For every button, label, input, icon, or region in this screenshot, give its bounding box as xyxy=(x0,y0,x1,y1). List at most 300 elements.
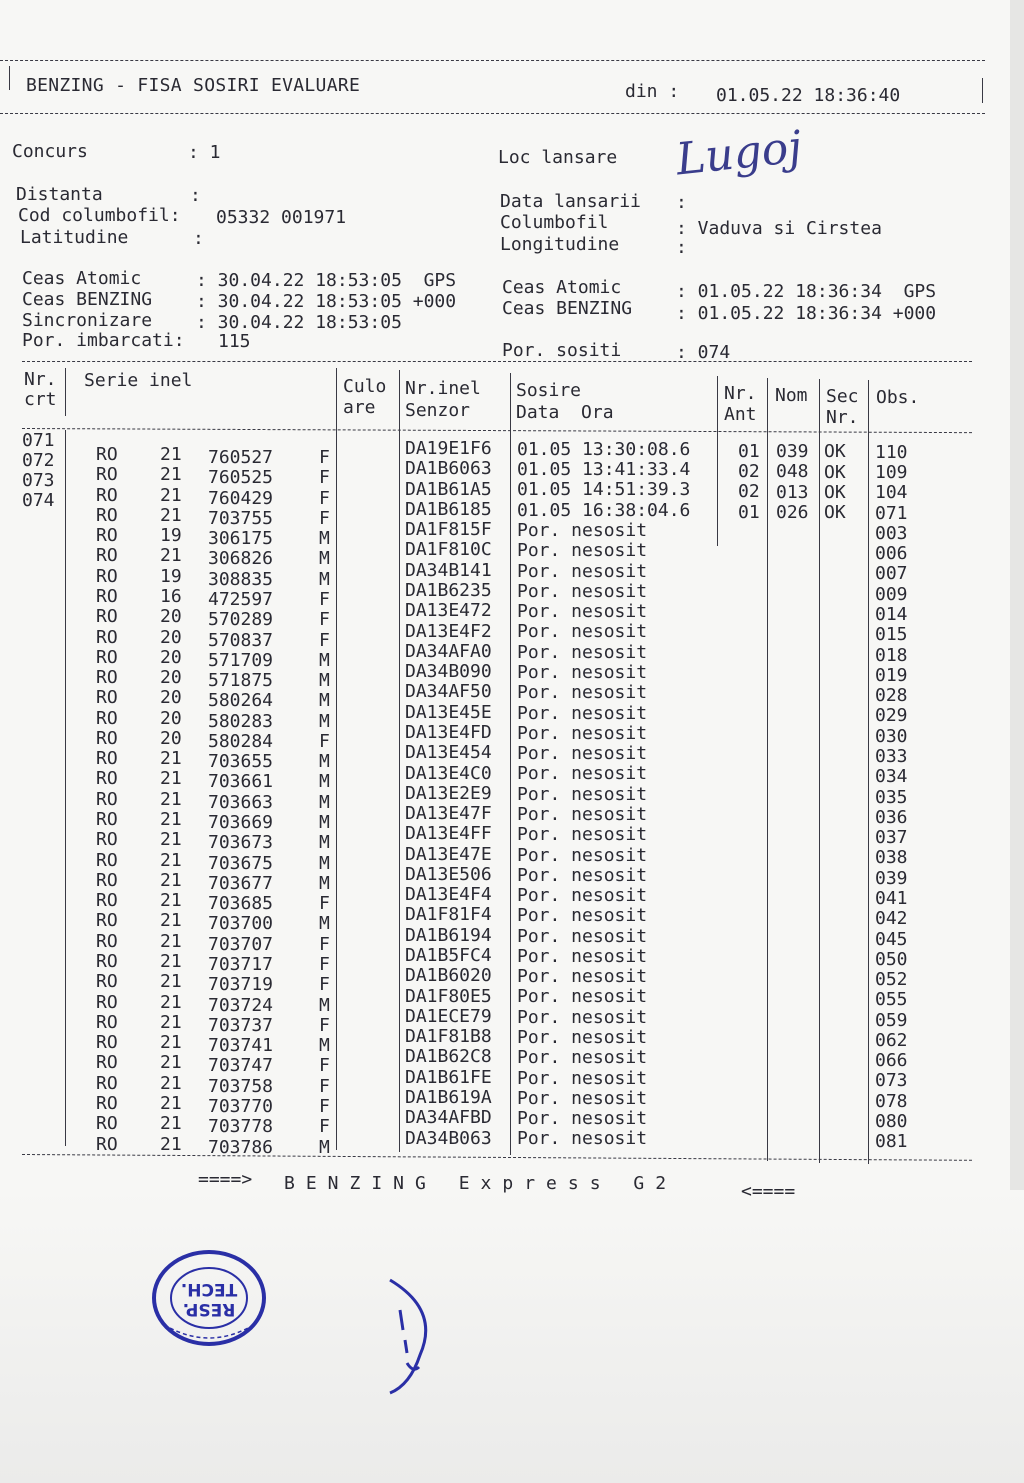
cell-nom: 039 xyxy=(776,441,809,463)
header-bottom-border xyxy=(0,113,985,114)
cell-sex: M xyxy=(319,994,330,1016)
cell-sex: F xyxy=(319,1116,330,1138)
cell-an: 16 xyxy=(160,585,182,607)
cell-tara: RO xyxy=(96,809,118,831)
cell-senzor: DA13E472 xyxy=(405,600,492,622)
cell-an: 21 xyxy=(160,971,182,993)
cell-obs: 039 xyxy=(875,867,908,889)
cell-senzor: DA13E45E xyxy=(405,701,492,723)
header-sosire: Sosire xyxy=(516,380,582,401)
cell-senzor: DA1B61A5 xyxy=(405,478,492,500)
cell-ring-number: 760525 xyxy=(208,467,274,489)
cell-sosire: Por. nesosit xyxy=(517,722,648,744)
cell-ring-number: 703755 xyxy=(208,507,274,529)
cell-an: 21 xyxy=(160,545,182,567)
table-row xyxy=(0,580,1024,610)
cell-sosire: 01.05 13:30:08.6 xyxy=(517,438,691,460)
cell-senzor: DA34B141 xyxy=(405,559,492,581)
cell-tara: RO xyxy=(96,1133,118,1155)
cell-obs: 036 xyxy=(875,806,908,828)
cell-ring-number: 703669 xyxy=(208,812,274,834)
cell-ring-number: 703663 xyxy=(208,791,274,813)
header-culoare-2: are xyxy=(343,397,376,418)
header-sec-2: Nr. xyxy=(826,407,859,428)
cell-an: 21 xyxy=(160,930,182,952)
cell-ring-number: 580284 xyxy=(208,730,274,752)
cell-sosire: Por. nesosit xyxy=(517,864,648,886)
table-top-border xyxy=(22,361,972,362)
cell-an: 20 xyxy=(160,707,182,729)
cell-tara: RO xyxy=(96,1011,118,1033)
cell-ring-number: 703707 xyxy=(208,933,274,955)
cell-sex: F xyxy=(319,447,330,468)
cell-obs: 038 xyxy=(875,847,908,869)
cell-sosire: Por. nesosit xyxy=(517,1128,648,1150)
ceas-benzing-end-label: Ceas BENZING xyxy=(502,298,633,319)
cell-sec: OK xyxy=(824,441,846,463)
cell-tara: RO xyxy=(96,788,118,810)
table-row xyxy=(0,1087,1024,1117)
cell-sex: M xyxy=(319,812,330,834)
cell-senzor: DA1B61FE xyxy=(405,1066,492,1088)
header-data-ora: Data Ora xyxy=(516,402,614,423)
cell-ring-number: 703770 xyxy=(208,1095,274,1117)
cell-senzor: DA13E47F xyxy=(405,803,492,825)
cell-sex: M xyxy=(319,670,330,692)
cell-sosire: Por. nesosit xyxy=(517,1027,648,1049)
columbofil-label: Columbofil xyxy=(500,212,609,233)
cell-an: 21 xyxy=(160,991,182,1013)
header-left-border xyxy=(9,66,10,90)
din-label: din : xyxy=(625,81,680,102)
cell-sex: F xyxy=(319,730,330,752)
cell-sosire: Por. nesosit xyxy=(517,682,648,704)
cell-sex: F xyxy=(319,507,330,529)
header-top-border xyxy=(0,60,985,61)
cell-sosire: Por. nesosit xyxy=(517,1047,648,1069)
cell-ring-number: 703741 xyxy=(208,1035,274,1057)
cell-tara: RO xyxy=(96,545,118,567)
cell-an: 20 xyxy=(160,727,182,749)
cell-tara: RO xyxy=(96,1032,118,1054)
cell-obs: 019 xyxy=(875,664,908,686)
cell-obs: 034 xyxy=(875,766,908,788)
header-nr-crt-2: crt xyxy=(24,389,57,410)
cell-obs: 014 xyxy=(875,604,908,626)
ceas-benzing-start-value: : 30.04.22 18:53:05 +000 xyxy=(196,291,457,312)
cell-sex: F xyxy=(319,1075,330,1097)
cell-sex: F xyxy=(319,487,330,509)
cell-sex: M xyxy=(319,791,330,813)
cell-sosire: Por. nesosit xyxy=(517,743,648,765)
cell-obs: 045 xyxy=(875,928,908,950)
cell-an: 21 xyxy=(160,869,182,891)
cell-nr-ant: 02 xyxy=(738,481,760,503)
cell-ring-number: 703737 xyxy=(208,1014,274,1036)
cell-sosire: Por. nesosit xyxy=(517,1087,648,1109)
cell-ring-number: 571709 xyxy=(208,649,274,671)
cell-obs: 018 xyxy=(875,644,908,666)
cell-obs: 104 xyxy=(875,482,908,504)
cell-sosire: Por. nesosit xyxy=(517,641,648,663)
cell-sex: M xyxy=(319,832,330,854)
latitudine-label: Latitudine xyxy=(20,227,129,248)
cell-tara: RO xyxy=(96,464,118,486)
cell-sosire: Por. nesosit xyxy=(517,945,648,967)
cell-ring-number: 703673 xyxy=(208,832,274,854)
cell-ring-number: 308835 xyxy=(208,568,274,590)
header-nom: Nom xyxy=(775,385,808,406)
cell-ring-number: 760429 xyxy=(208,487,274,509)
cell-sec: OK xyxy=(824,461,846,483)
cell-sosire: Por. nesosit xyxy=(517,1067,648,1089)
cell-sex: F xyxy=(319,974,330,996)
header-nr-ant: Nr. xyxy=(724,383,757,404)
cell-ring-number: 703675 xyxy=(208,852,274,874)
cell-senzor: DA1B62C8 xyxy=(405,1046,492,1068)
cell-sosire: Por. nesosit xyxy=(517,783,648,805)
cell-sex: M xyxy=(319,528,330,550)
cell-sosire: Por. nesosit xyxy=(517,662,648,684)
loc-lansare-handwritten: Lugoj xyxy=(673,121,805,186)
cell-sosire: Por. nesosit xyxy=(517,601,648,623)
cell-obs: 033 xyxy=(875,746,908,767)
cell-tara: RO xyxy=(96,748,118,770)
cell-sex: M xyxy=(319,710,330,732)
cell-sex: M xyxy=(319,568,330,590)
cell-senzor: DA1B5FC4 xyxy=(405,945,492,967)
cell-tara: RO xyxy=(96,606,118,628)
cell-sex: M xyxy=(319,872,330,894)
cell-senzor: DA13E4FD xyxy=(405,721,492,743)
footer-right-arrow: <==== xyxy=(741,1181,796,1202)
cell-tara: RO xyxy=(96,484,118,506)
cell-tara: RO xyxy=(96,504,118,526)
cell-tara: RO xyxy=(96,971,118,993)
cell-senzor: DA34AFA0 xyxy=(405,640,492,662)
cell-obs: 035 xyxy=(875,786,908,808)
cell-ring-number: 703747 xyxy=(208,1055,274,1077)
cell-tara: RO xyxy=(96,768,118,790)
print-datetime: 01.05.22 18:36:40 xyxy=(716,85,901,106)
latitudine-value: : xyxy=(193,228,204,249)
cell-sec: OK xyxy=(824,502,846,524)
data-lansarii-label: Data lansarii xyxy=(500,191,641,212)
cod-columbofil-value: 05332 001971 xyxy=(216,207,347,228)
cell-sosire: 01.05 13:41:33.4 xyxy=(517,459,691,481)
cell-an: 21 xyxy=(160,1133,182,1155)
ceas-benzing-end-value: : 01.05.22 18:36:34 +000 xyxy=(676,303,937,324)
cell-senzor: DA1F81B8 xyxy=(405,1026,492,1048)
cell-obs: 078 xyxy=(875,1090,908,1112)
cell-sex: M xyxy=(319,548,330,570)
nr-crt-cell: 074 xyxy=(22,490,55,511)
cell-senzor: DA1ECE79 xyxy=(405,1005,492,1027)
cell-tara: RO xyxy=(96,727,118,749)
cell-an: 21 xyxy=(160,809,182,831)
cell-an: 21 xyxy=(160,768,182,790)
cell-an: 21 xyxy=(160,1032,182,1054)
cell-obs: 073 xyxy=(875,1070,908,1092)
cell-sex: M xyxy=(319,771,330,793)
cell-ring-number: 306826 xyxy=(208,548,274,570)
cell-senzor: DA13E4FF xyxy=(405,823,492,845)
cell-an: 20 xyxy=(160,626,182,648)
cell-an: 21 xyxy=(160,484,182,506)
cell-obs: 055 xyxy=(875,989,908,1011)
cell-ring-number: 703655 xyxy=(208,751,274,773)
cell-senzor: DA34AFBD xyxy=(405,1107,492,1129)
cell-an: 20 xyxy=(160,606,182,628)
cell-ring-number: 703778 xyxy=(208,1116,274,1138)
cell-nom: 048 xyxy=(776,461,809,483)
cell-nom: 013 xyxy=(776,481,809,503)
data-lansarii-value: : xyxy=(676,192,687,213)
cell-sex: M xyxy=(319,852,330,874)
loc-lansare-label: Loc lansare xyxy=(498,147,618,168)
cell-sosire: Por. nesosit xyxy=(517,966,648,988)
cell-an: 21 xyxy=(160,1011,182,1033)
cell-nom: 026 xyxy=(776,501,809,523)
ceas-atomic-end-value: : 01.05.22 18:36:34 GPS xyxy=(676,281,937,302)
cell-sosire: Por. nesosit xyxy=(517,844,648,866)
ceas-atomic-end-label: Ceas Atomic xyxy=(502,277,622,298)
cell-an: 21 xyxy=(160,849,182,871)
header-nr-crt: Nr. xyxy=(24,369,57,390)
cell-nr-ant: 02 xyxy=(738,460,760,482)
cell-ring-number: 306175 xyxy=(208,528,274,550)
header-right-border xyxy=(982,78,983,103)
cell-sosire: Por. nesosit xyxy=(517,621,648,643)
nr-crt-cell: 073 xyxy=(22,470,55,491)
cell-ring-number: 580264 xyxy=(208,690,274,712)
cell-obs: 028 xyxy=(875,685,908,707)
cell-nr-ant: 01 xyxy=(738,440,760,462)
cell-ring-number: 580283 xyxy=(208,710,274,732)
cell-obs: 081 xyxy=(875,1131,908,1153)
stamp-line-1: RESP. xyxy=(182,1299,236,1319)
cell-sosire: Por. nesosit xyxy=(517,580,648,602)
header-nr-ant-2: Ant xyxy=(724,404,757,425)
cell-senzor: DA13E506 xyxy=(405,863,492,885)
cell-sosire: Por. nesosit xyxy=(517,986,648,1008)
cell-obs: 037 xyxy=(875,827,908,849)
cell-obs: 059 xyxy=(875,1009,908,1031)
cell-tara: RO xyxy=(96,910,118,932)
cell-senzor: DA13E47E xyxy=(405,843,492,865)
cell-senzor: DA1B6194 xyxy=(405,924,492,946)
cell-sex: F xyxy=(319,954,330,975)
cell-senzor: DA1B6063 xyxy=(405,458,492,480)
cell-senzor: DA13E4C0 xyxy=(405,762,492,784)
cell-an: 21 xyxy=(160,890,182,912)
cell-obs: 052 xyxy=(875,969,908,991)
cell-an: 21 xyxy=(160,1092,182,1114)
cell-an: 21 xyxy=(160,829,182,851)
cell-an: 21 xyxy=(160,910,182,932)
cell-obs: 050 xyxy=(875,948,908,970)
cell-tara: RO xyxy=(96,525,118,547)
cell-tara: RO xyxy=(96,585,118,607)
cell-ring-number: 703724 xyxy=(208,994,274,1016)
cell-sex: M xyxy=(319,690,330,712)
cell-senzor: DA13E4F2 xyxy=(405,620,492,642)
cell-sex: M xyxy=(319,751,330,773)
cell-tara: RO xyxy=(96,687,118,709)
cell-tara: RO xyxy=(96,869,118,891)
cell-an: 21 xyxy=(160,504,182,526)
cell-obs: 109 xyxy=(875,462,908,484)
cell-ring-number: 703661 xyxy=(208,771,274,793)
cell-obs: 007 xyxy=(875,563,908,585)
cell-senzor: DA1B6185 xyxy=(405,498,492,520)
cell-an: 21 xyxy=(160,1052,182,1074)
cell-sex: F xyxy=(319,609,330,631)
cell-obs: 009 xyxy=(875,583,908,605)
cell-ring-number: 703717 xyxy=(208,954,274,975)
cell-sex: M xyxy=(319,913,330,935)
columbofil-value: : Vaduva si Cirstea xyxy=(676,218,882,239)
cell-senzor: DA1B6020 xyxy=(405,965,492,987)
por-sositi-value: : 074 xyxy=(676,342,731,363)
cell-nr-ant: 01 xyxy=(738,501,760,523)
cell-an: 21 xyxy=(160,464,182,486)
cell-an: 20 xyxy=(160,667,182,689)
cell-obs: 071 xyxy=(875,502,908,524)
cell-tara: RO xyxy=(96,1092,118,1114)
cell-senzor: DA1F815F xyxy=(405,519,492,541)
cell-tara: RO xyxy=(96,646,118,668)
cell-senzor: DA1F810C xyxy=(405,539,492,561)
cell-tara: RO xyxy=(96,930,118,952)
col-line-1-head xyxy=(65,368,66,416)
table-row xyxy=(0,945,1024,975)
cell-sosire: Por. nesosit xyxy=(517,540,648,562)
cell-senzor: DA13E2E9 xyxy=(405,782,492,804)
ceas-atomic-start-value: : 30.04.22 18:53:05 GPS xyxy=(196,270,457,291)
cell-obs: 042 xyxy=(875,908,908,930)
cell-sex: M xyxy=(319,1136,330,1158)
cell-an: 19 xyxy=(160,525,182,547)
ceas-atomic-start-label: Ceas Atomic xyxy=(22,268,142,289)
cell-senzor: DA34B063 xyxy=(405,1127,492,1149)
por-imbarcati-label: Por. imbarcati: xyxy=(22,330,185,351)
stamp-line-2: TECH. xyxy=(180,1279,238,1299)
cell-senzor: DA19E1F6 xyxy=(405,438,492,460)
cell-senzor: DA34B090 xyxy=(405,661,492,683)
cell-sosire: Por. nesosit xyxy=(517,885,648,907)
cell-tara: RO xyxy=(96,667,118,689)
cell-sosire: Por. nesosit xyxy=(517,763,648,785)
cell-senzor: DA34AF50 xyxy=(405,681,492,703)
cell-senzor: DA1F80E5 xyxy=(405,985,492,1007)
cell-tara: RO xyxy=(96,951,118,972)
cell-an: 21 xyxy=(160,1113,182,1135)
cell-tara: RO xyxy=(96,1052,118,1074)
cell-tara: RO xyxy=(96,626,118,648)
cell-sex: M xyxy=(319,1035,330,1057)
por-sositi-label: Por. sositi xyxy=(502,340,622,361)
document-title: BENZING - FISA SOSIRI EVALUARE xyxy=(26,75,361,96)
cell-senzor: DA13E454 xyxy=(405,742,492,764)
cell-tara: RO xyxy=(96,444,118,465)
sincronizare-value: : 30.04.22 18:53:05 xyxy=(196,312,402,333)
header-obs: Obs. xyxy=(876,387,920,408)
cell-ring-number: 703786 xyxy=(208,1136,274,1158)
cell-obs: 110 xyxy=(875,441,908,463)
cell-tara: RO xyxy=(96,707,118,729)
cell-sex: F xyxy=(319,1055,330,1077)
cell-ring-number: 570837 xyxy=(208,629,274,651)
cell-senzor: DA1B619A xyxy=(405,1087,492,1108)
cell-an: 21 xyxy=(160,788,182,810)
cell-an: 21 xyxy=(160,1072,182,1094)
cell-obs: 062 xyxy=(875,1029,908,1051)
cell-sex: F xyxy=(319,588,330,610)
cell-sex: F xyxy=(319,629,330,651)
cell-sosire: Por. nesosit xyxy=(517,803,648,825)
cell-tara: RO xyxy=(96,991,118,1013)
cell-sosire: Por. nesosit xyxy=(517,1108,648,1130)
cell-an: 21 xyxy=(160,951,182,972)
cell-tara: RO xyxy=(96,1072,118,1094)
signature xyxy=(385,1275,435,1400)
header-nr-inel: Nr.inel xyxy=(405,378,481,399)
cell-ring-number: 703685 xyxy=(208,893,274,915)
longitudine-value: : xyxy=(676,237,687,258)
cell-sosire: Por. nesosit xyxy=(517,560,648,582)
cell-obs: 006 xyxy=(875,543,908,565)
cell-sosire: Por. nesosit xyxy=(517,1006,648,1028)
cell-sosire: Por. nesosit xyxy=(517,905,648,927)
header-sec: Sec xyxy=(826,386,859,407)
cell-sosire: Por. nesosit xyxy=(517,925,648,947)
concurs-label: Concurs xyxy=(12,141,88,162)
cell-sosire: 01.05 14:51:39.3 xyxy=(517,479,691,501)
club-stamp xyxy=(150,1248,268,1348)
cell-sex: F xyxy=(319,1014,330,1036)
cell-ring-number: 570289 xyxy=(208,609,274,631)
cell-tara: RO xyxy=(96,849,118,871)
cell-obs: 029 xyxy=(875,705,908,727)
cell-sosire: Por. nesosit xyxy=(517,824,648,846)
cell-sex: F xyxy=(319,467,330,489)
cell-sex: F xyxy=(319,893,330,915)
cell-sex: F xyxy=(319,933,330,955)
cell-ring-number: 472597 xyxy=(208,588,274,610)
cell-obs: 003 xyxy=(875,522,908,544)
cell-ring-number: 703719 xyxy=(208,974,274,996)
cell-an: 19 xyxy=(160,565,182,587)
sincronizare-label: Sincronizare xyxy=(22,310,153,331)
cell-tara: RO xyxy=(96,890,118,912)
distanta-label: Distanta xyxy=(16,184,103,205)
cell-ring-number: 703677 xyxy=(208,872,274,894)
cell-sex: F xyxy=(319,1095,330,1117)
cell-obs: 015 xyxy=(875,624,908,646)
cell-an: 21 xyxy=(160,748,182,770)
cell-sosire: Por. nesosit xyxy=(517,702,648,724)
cell-senzor: DA1B6235 xyxy=(405,580,492,601)
cell-an: 21 xyxy=(160,444,182,465)
distanta-value: : xyxy=(190,185,201,206)
header-culoare: Culo xyxy=(343,376,387,397)
cod-columbofil-label: Cod columbofil: xyxy=(18,205,181,226)
cell-ring-number: 760527 xyxy=(208,447,274,468)
nr-crt-cell: 072 xyxy=(22,450,55,471)
header-senzor: Senzor xyxy=(405,400,471,421)
cell-an: 20 xyxy=(160,646,182,668)
